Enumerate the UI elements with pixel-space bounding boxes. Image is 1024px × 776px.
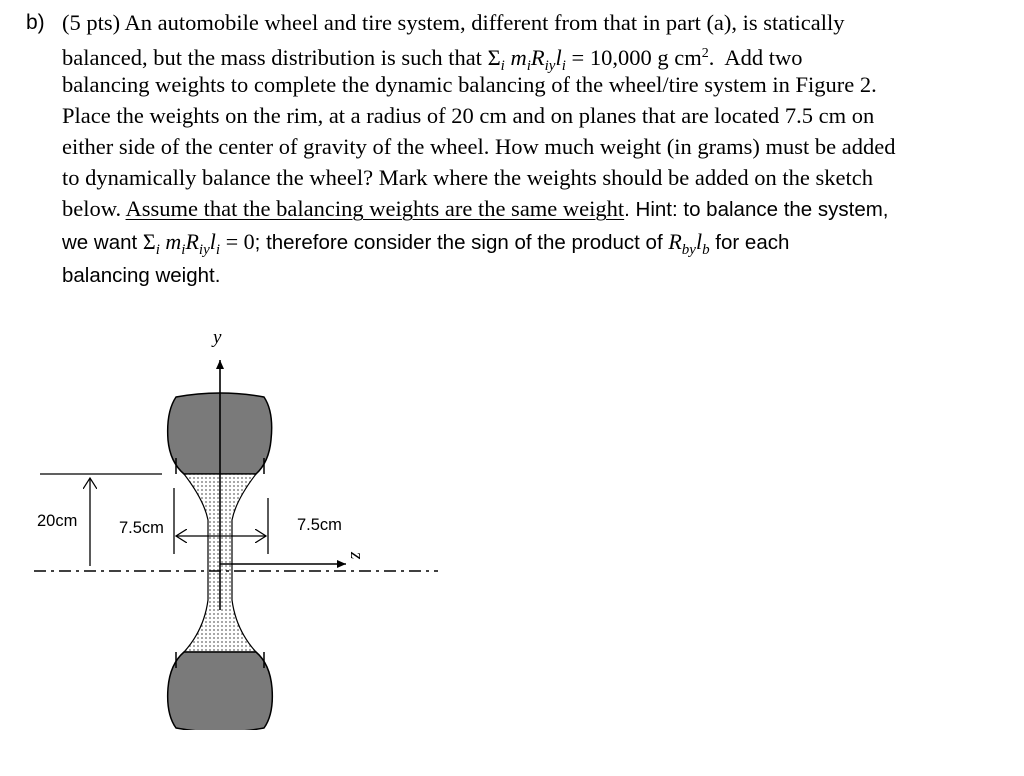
problem-text-5: either side of the center of gravity of the wheel. How much weight (in grams) must be added — [62, 134, 896, 159]
points-value: (5 pts) — [62, 10, 121, 35]
moment-sum-equation: $\Sigma_i$ $m_iR_{iy}l_i$ — [487, 45, 566, 74]
assumption-underlined: Assume that the balancing weights are the same weight — [125, 196, 625, 221]
zero-moment-value: = 0 — [225, 229, 255, 254]
problem-text-7: below. — [62, 196, 122, 221]
problem-text-3: balancing weights to complete the dynamic balancing of the wheel/tire system in Figure 2. — [62, 72, 877, 97]
radius-label: 20cm — [37, 512, 78, 530]
hint-text-5: balancing weight. — [62, 264, 221, 287]
lower-tire — [168, 652, 273, 730]
part-label: b) — [26, 11, 45, 34]
problem-line-1 — [62, 7, 845, 38]
problem-text-2: balanced, but the mass distribution is such that — [62, 45, 482, 70]
moment-sum-value: = 10,000 g cm — [571, 45, 702, 70]
z-axis-label: z — [346, 552, 367, 560]
hint-text-3: ; therefore consider the sign of the product of — [254, 231, 663, 254]
product-rb-lb: $R_{by}l_b$ — [668, 229, 710, 258]
hint-text-4: for each — [715, 231, 790, 254]
problem-text-2b: Add two — [724, 45, 803, 70]
y-axis-label: y — [213, 327, 222, 348]
moment-sum-period: . — [708, 45, 715, 70]
problem-text-1: An automobile wheel and tire system, different from that in part (a), is statically — [124, 10, 845, 35]
wheel-tire-figure — [0, 310, 460, 730]
problem-line-7 — [62, 193, 889, 225]
zero-moment-equation: $\Sigma_i$ $m_iR_{iy}l_i$ — [142, 229, 221, 258]
left-offset-label: 7.5cm — [119, 519, 164, 537]
hint-text-2: we want — [62, 231, 138, 254]
problem-text-4: Place the weights on the rim, at a radius of 20 cm and on planes that are located 7.5 cm on — [62, 103, 875, 128]
moment-sum-exponent: 2 — [701, 46, 709, 61]
problem-text-6: to dynamically balance the wheel? Mark where the weights should be added on the sketch — [62, 165, 873, 190]
right-offset-label: 7.5cm — [297, 516, 342, 534]
problem-statement — [0, 0, 1024, 300]
hint-text-1: . Hint: to balance the system, — [624, 198, 889, 221]
